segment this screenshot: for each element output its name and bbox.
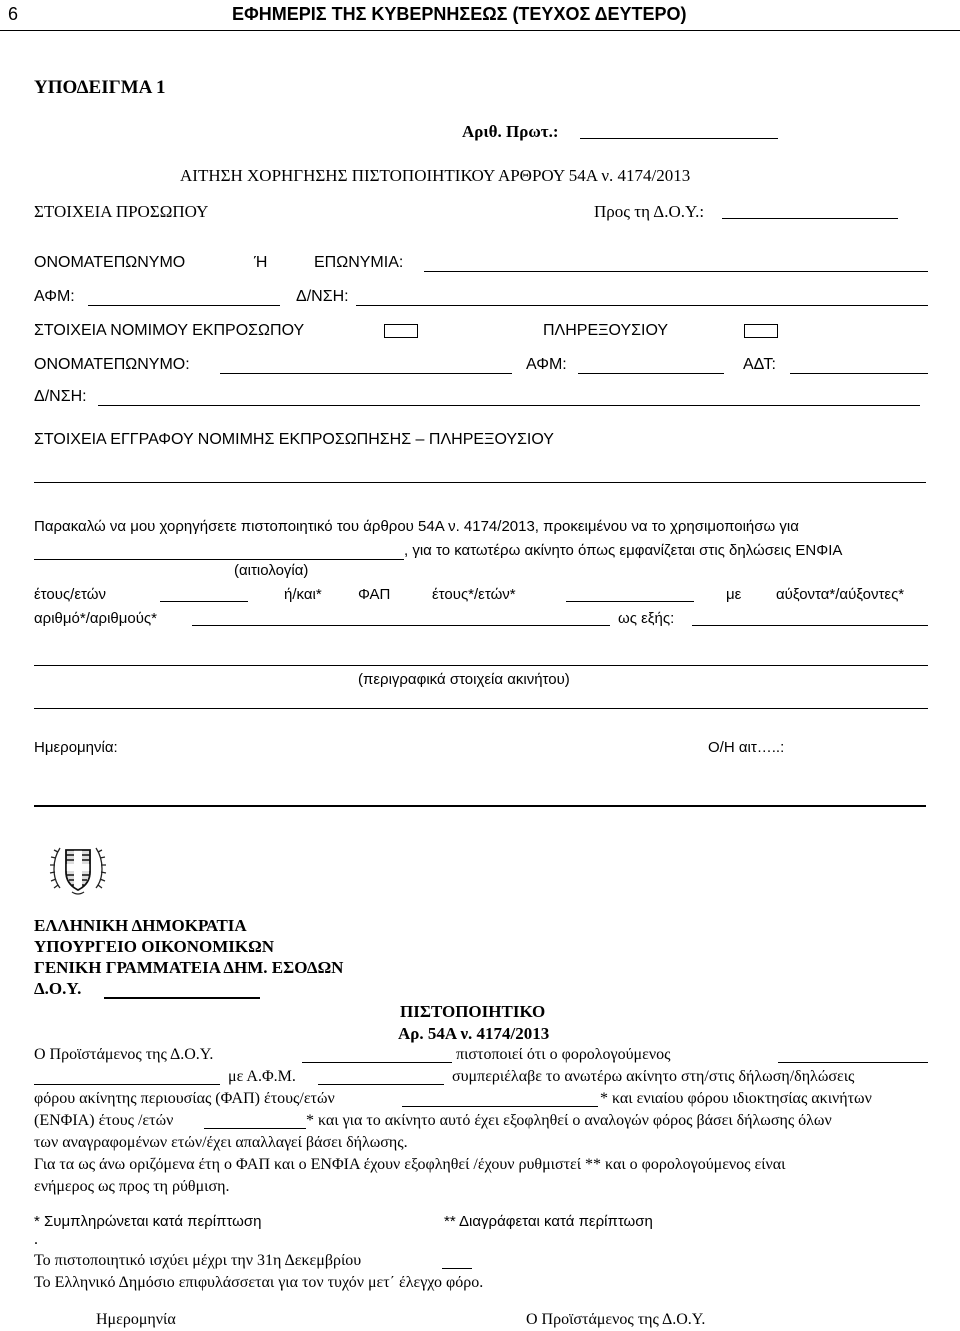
company-label: ΕΠΩΝΥΜΙΑ: <box>314 254 404 271</box>
greek-coat-of-arms-logo <box>48 838 108 898</box>
or-label: Ή <box>254 254 268 271</box>
fap-label: ΦΑΠ <box>358 586 391 603</box>
year-label: έτους/ετών <box>34 586 106 603</box>
org-line-3: ΓΕΝΙΚΗ ΓΡΑΜΜΑΤΕΙΑ ΔΗΜ. ΕΣΟΔΩΝ <box>34 958 344 977</box>
org-line-1: ΕΛΛΗΝΙΚΗ ΔΗΜΟΚΡΑΤΙΑ <box>34 916 247 935</box>
cert-date-label: Ημερομηνία <box>96 1311 176 1328</box>
property-line-2[interactable] <box>34 708 928 709</box>
enfia-years-field[interactable] <box>160 601 248 602</box>
cert-p3-a: φόρου ακίνητης περιουσίας (ΦΑΠ) έτους/ετών <box>34 1090 335 1107</box>
legal-rep-label: ΣΤΟΙΧΕΙΑ ΝΟΜΙΜΟΥ ΕΚΠΡΟΣΩΠΟΥ <box>34 322 305 339</box>
rep-afm-label: ΑΦΜ: <box>526 356 567 373</box>
cert-p2-b: συμπεριέλαβε το ανωτέρω ακίνητο στη/στις δήλωση/δηλώσεις <box>452 1068 855 1085</box>
section-divider <box>34 805 926 807</box>
enfia-cert-years-field[interactable] <box>204 1128 306 1129</box>
page-number: 6 <box>8 4 19 24</box>
certificate-title: ΠΙΣΤΟΠΟΙΗΤΙΚΟ <box>400 1002 546 1021</box>
name-field[interactable] <box>424 271 928 272</box>
cert-p2-a: με Α.Φ.Μ. <box>228 1068 296 1085</box>
request-line-1: Παρακαλώ να μου χορηγήσετε πιστοποιητικό του άρθρου 54Α ν. 4174/2013, προκειμένου να το χρησιμοποιήσω για <box>34 518 799 535</box>
taxpayer-field[interactable] <box>778 1062 928 1063</box>
as-follows-field[interactable] <box>692 625 928 626</box>
applicant-label: Ο/Η αιτ…..: <box>708 739 785 756</box>
serial-number-field[interactable] <box>192 625 610 626</box>
with-label: με <box>726 586 742 603</box>
valid-year-field[interactable] <box>442 1268 472 1269</box>
to-doy-label: Προς τη Δ.Ο.Υ.: <box>594 202 705 221</box>
application-title: ΑΙΤΗΣΗ ΧΟΡΗΓΗΣΗΣ ΠΙΣΤΟΠΟΙΗΤΙΚΟΥ ΑΡΘΡΟΥ 54Α ν. 4174/2013 <box>180 166 691 185</box>
protocol-field[interactable] <box>580 138 778 139</box>
rep-name-label: ΟΝΟΜΑΤΕΠΩΝΥΜΟ: <box>34 356 190 373</box>
cert-p1-b: πιστοποιεί ότι ο φορολογούμενος <box>456 1046 671 1063</box>
cert-p6: Για τα ως άνω οριζόμενα έτη ο ΦΑΠ και ο ΕΝΦΙΑ έχουν εξοφληθεί /έχουν ρυθμιστεί ** και ο φορολογούμενος είναι <box>34 1156 786 1173</box>
cert-p4-b: * και για το ακίνητο αυτό έχει εξοφληθεί ο αναλογών φόρος βάσει δήλωσης όλων <box>306 1112 832 1129</box>
request-line-2: , για το κατωτέρω ακίνητο όπως εμφανίζεται στις δηλώσεις ΕΝΦΙΑ <box>404 542 843 559</box>
as-follows-label: ως εξής: <box>618 610 675 627</box>
rep-afm-field[interactable] <box>578 373 724 374</box>
org-line-2: ΥΠΟΥΡΓΕΙΟ ΟΙΚΟΝΟΜΙΚΩΝ <box>34 937 275 956</box>
property-desc-label: (περιγραφικά στοιχεία ακινήτου) <box>358 671 570 688</box>
rep-id-label: ΑΔΤ: <box>743 356 776 373</box>
serial-label: αύξοντα*/αύξοντες* <box>776 586 905 603</box>
rep-address-label: Δ/ΝΣΗ: <box>34 388 87 405</box>
document-section-title: ΣΤΟΙΧΕΙΑ ΕΓΓΡΑΦΟΥ ΝΟΜΙΜΗΣ ΕΚΠΡΟΣΩΠΗΣΗΣ – ΠΛΗΡΕΞΟΥΣΙΟΥ <box>34 431 554 448</box>
cert-p4-a: (ΕΝΦΙΑ) έτους /ετών <box>34 1112 174 1129</box>
example-label: ΥΠΟΔΕΙΓΜΑ 1 <box>34 77 166 98</box>
fap-cert-years-field[interactable] <box>402 1106 598 1107</box>
fap-years-field[interactable] <box>566 601 694 602</box>
address-field[interactable] <box>356 305 928 306</box>
number-label: αριθμό*/αριθμούς* <box>34 610 158 627</box>
document-field[interactable] <box>34 482 926 483</box>
cert-p1-a: Ο Προϊστάμενος της Δ.Ο.Υ. <box>34 1046 214 1063</box>
personal-section-title: ΣΤΟΙΧΕΙΑ ΠΡΟΣΩΠΟΥ <box>34 202 209 221</box>
valid-until-text: Το πιστοποιητικό ισχύει μέχρι την 31η Δεκεμβρίου <box>34 1252 362 1269</box>
gazette-title: ΕΦΗΜΕΡΙΣ ΤΗΣ ΚΥΒΕΡΝΗΣΕΩΣ (ΤΕΥΧΟΣ ΔΕΥΤΕΡΟ) <box>232 4 687 24</box>
cert-p5: των αναγραφομένων ετών/έχει απαλλαγεί βάσει δήλωσης. <box>34 1134 408 1151</box>
afm-field[interactable] <box>88 305 280 306</box>
doy-name-field[interactable] <box>104 997 260 999</box>
property-line-1[interactable] <box>34 665 928 666</box>
name-label: ΟΝΟΜΑΤΕΠΩΝΥΜΟ <box>34 254 186 271</box>
footnote-fill-in: * Συμπληρώνεται κατά περίπτωση <box>34 1213 262 1230</box>
stray-dot: . <box>34 1231 38 1248</box>
rep-name-field[interactable] <box>220 373 512 374</box>
cert-doy-field[interactable] <box>302 1062 452 1063</box>
afm-label: ΑΦΜ: <box>34 288 75 305</box>
cert-afm-field[interactable] <box>318 1084 444 1085</box>
reserve-text: Το Ελληνικό Δημόσιο επιφυλάσσεται για τον τυχόν μετ΄ έλεγχο φόρο. <box>34 1274 484 1291</box>
reason-label: (αιτιολογία) <box>234 562 309 579</box>
header-divider <box>0 30 960 31</box>
protocol-label: Αριθ. Πρωτ.: <box>462 122 559 141</box>
address-label: Δ/ΝΣΗ: <box>296 288 349 305</box>
proxy-checkbox[interactable] <box>744 324 778 338</box>
date-label: Ημερομηνία: <box>34 739 118 756</box>
taxpayer-field-2[interactable] <box>34 1084 220 1085</box>
footnote-delete: ** Διαγράφεται κατά περίπτωση <box>444 1213 653 1230</box>
year-star-label: έτους*/ετών* <box>432 586 516 603</box>
cert-p7: ενήμερος ως προς τη ρύθμιση. <box>34 1178 230 1195</box>
rep-address-field[interactable] <box>98 405 920 406</box>
and-or-fap-label: ή/και* <box>284 586 322 603</box>
rep-id-field[interactable] <box>790 373 928 374</box>
org-line-4: Δ.Ο.Υ. <box>34 979 82 998</box>
legal-rep-checkbox[interactable] <box>384 324 418 338</box>
cert-p3-b: * και ενιαίου φόρου ιδιοκτησίας ακινήτων <box>600 1090 872 1107</box>
doy-field[interactable] <box>722 218 898 219</box>
certificate-article: Αρ. 54Α ν. 4174/2013 <box>398 1024 550 1043</box>
purpose-field[interactable] <box>34 559 404 560</box>
proxy-label: ΠΛΗΡΕΞΟΥΣΙΟΥ <box>543 322 669 339</box>
signatory-label: Ο Προϊστάμενος της Δ.Ο.Υ. <box>526 1311 706 1328</box>
